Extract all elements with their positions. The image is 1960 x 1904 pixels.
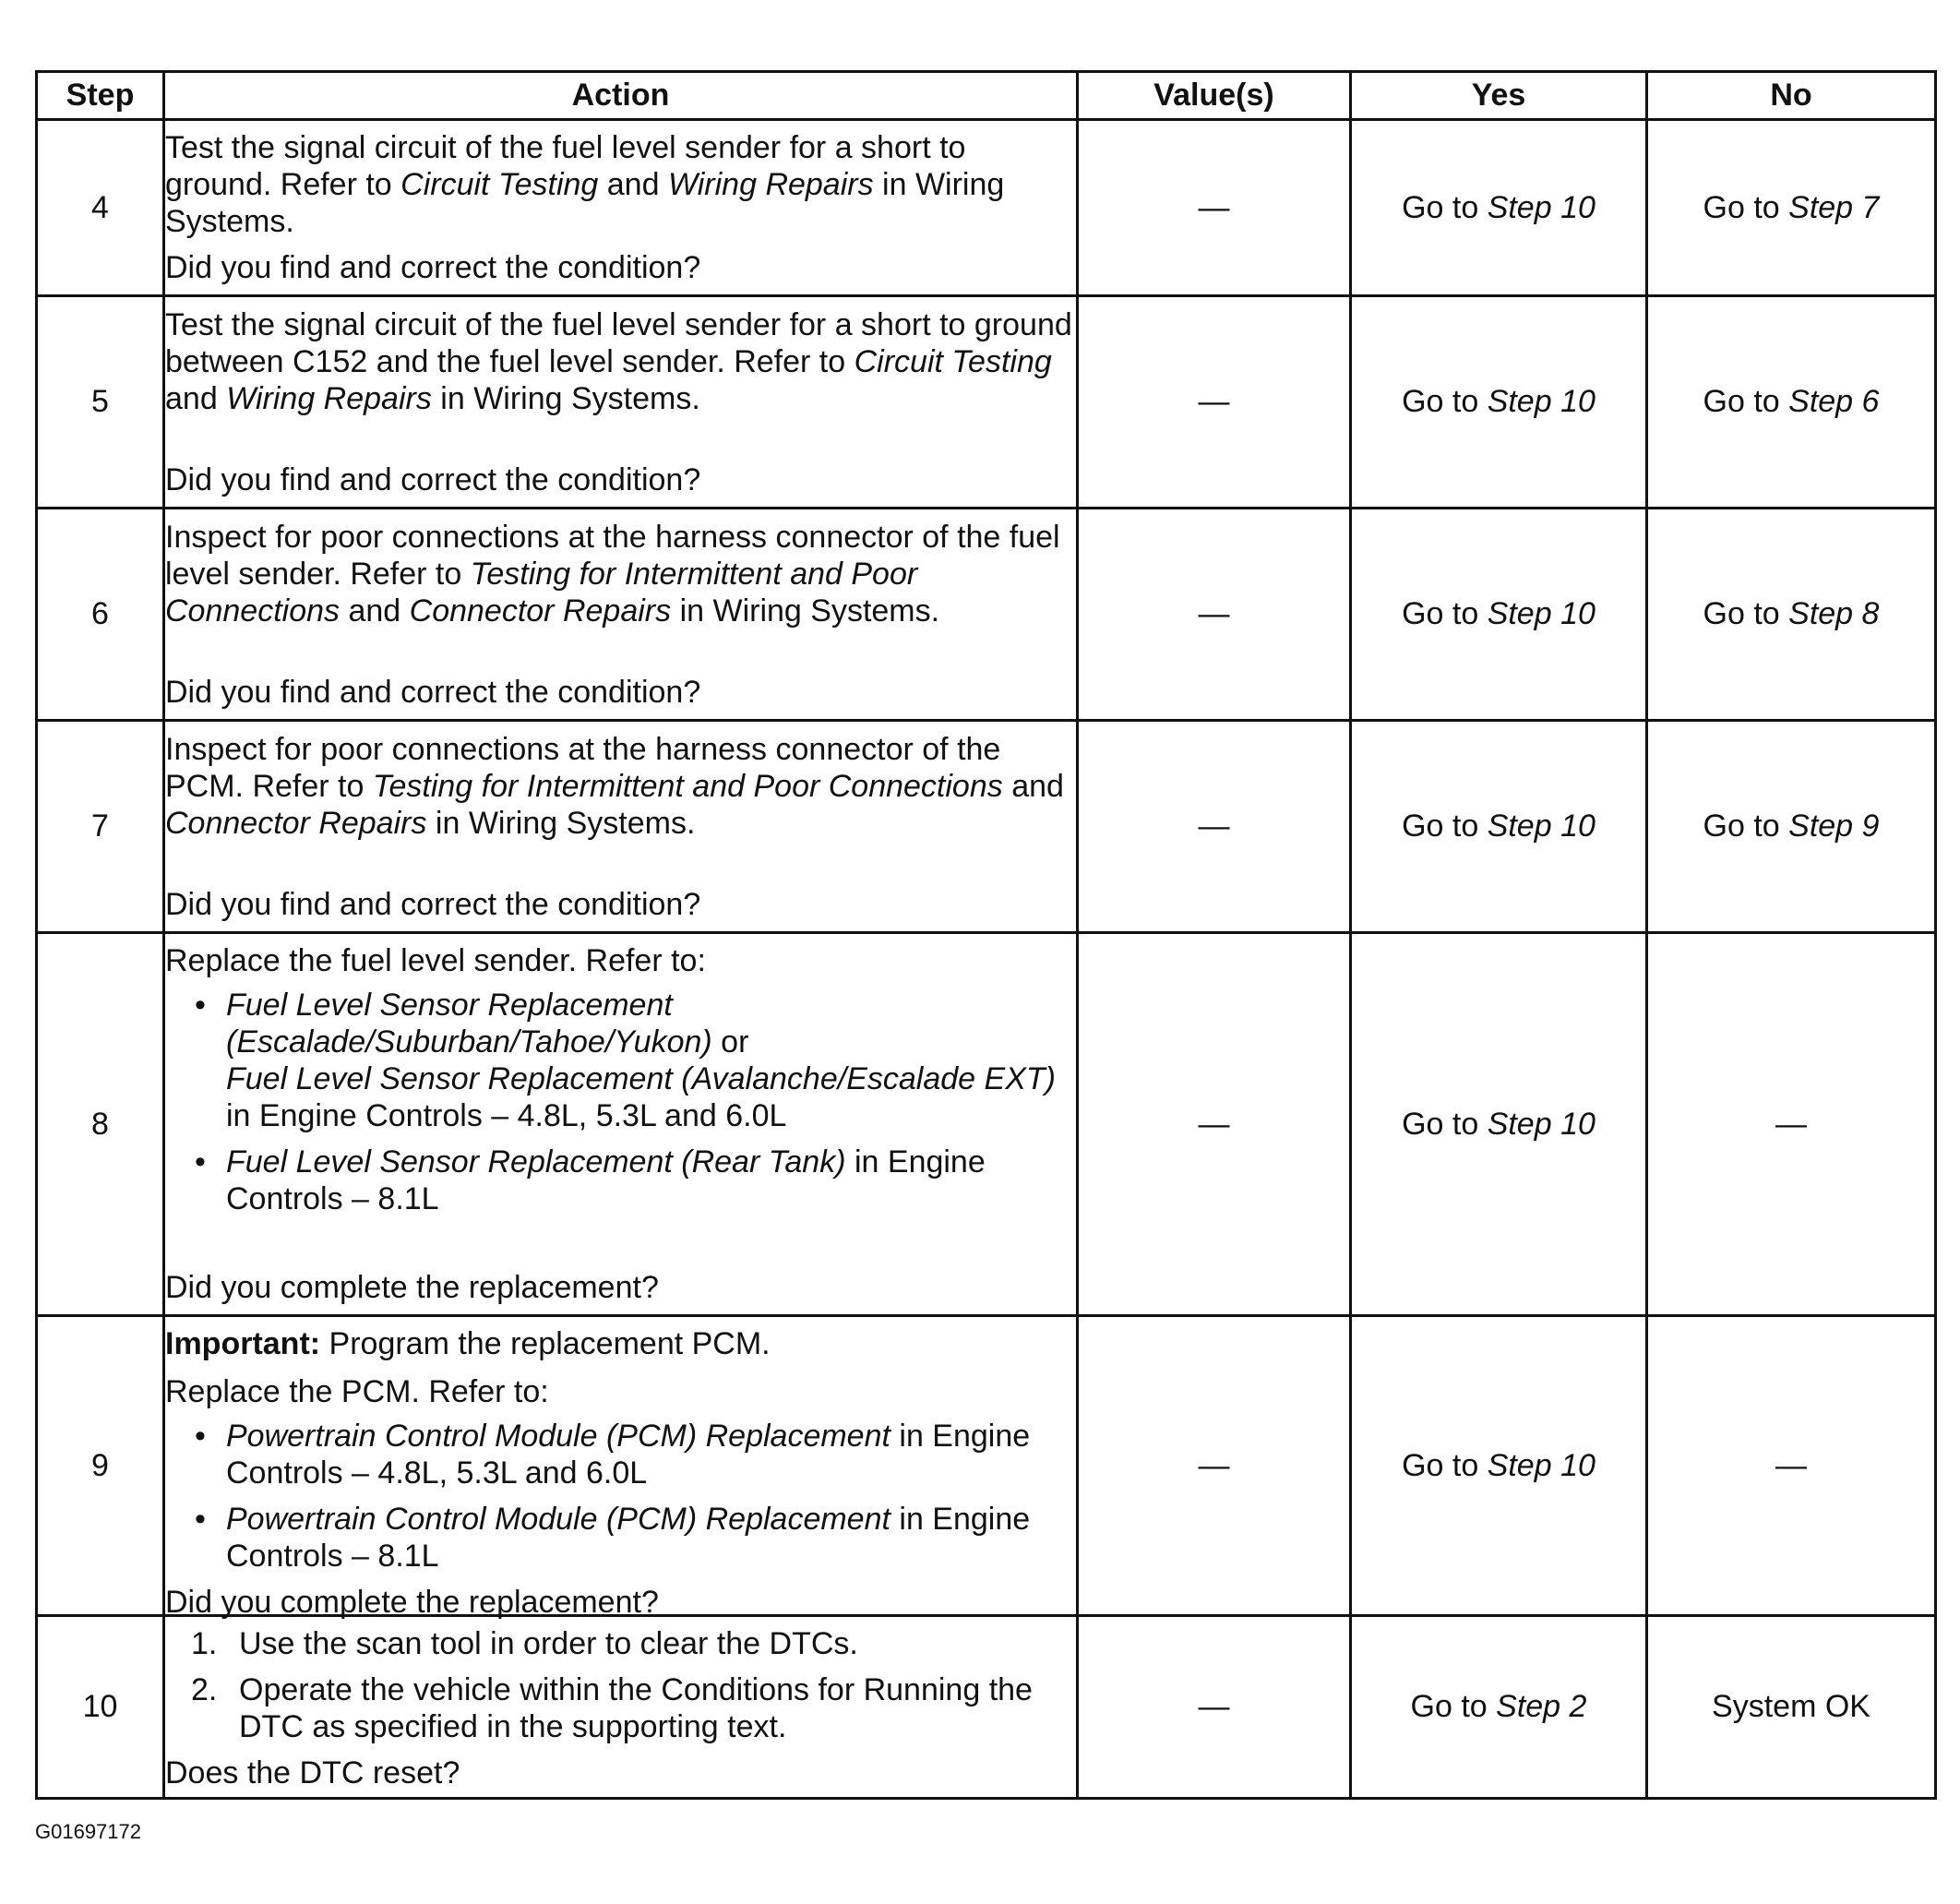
table-row [37,1316,1936,1616]
step-number: 5 [37,296,164,509]
header-no: No [1647,72,1936,120]
list-item: • Fuel Level Sensor Replacement (Escalade/Suburban/Tahoe/Yukon) or Fuel Level Sensor Replacement (Avalanche/Escalade EXT) in Engine Controls – 4.8L, 5.3L and 6.0L [165,987,1076,1134]
yes-cell: Go to Step 2 [1351,1616,1647,1799]
no-cell: Go to Step 9 [1647,721,1936,933]
step-number: 6 [37,509,164,721]
no-cell: Go to Step 7 [1647,120,1936,296]
yes-cell: Go to Step 10 [1351,721,1647,933]
action-cell [164,296,1078,509]
list-item: • Powertrain Control Module (PCM) Replacement in Engine Controls – 4.8L, 5.3L and 6.0L [165,1418,1076,1491]
list-item: 2. Operate the vehicle within the Conditions for Running the DTC as specified in the supporting text. [191,1671,1033,1744]
list-item: • Powertrain Control Module (PCM) Replacement in Engine Controls – 8.1L [165,1501,1076,1575]
list-item: • Fuel Level Sensor Replacement (Rear Tank) in Engine Controls – 8.1L [165,1144,1076,1217]
header-values: Value(s) [1078,72,1351,120]
value-cell: — [1078,509,1351,721]
step-number: 7 [37,721,164,933]
table-row [37,120,1936,296]
action-cell [164,120,1078,296]
value-cell: — [1078,296,1351,509]
yes-cell: Go to Step 10 [1351,509,1647,721]
diagnostic-table [35,70,1937,1800]
action-question: Did you complete the replacement? [165,1585,659,1620]
table-row [37,509,1936,721]
yes-cell: Go to Step 10 [1351,120,1647,296]
header-action: Action [164,72,1078,120]
action-question: Did you complete the replacement? [165,1270,659,1305]
action-cell [164,509,1078,721]
no-cell: Go to Step 8 [1647,509,1936,721]
no-cell: System OK [1647,1616,1936,1799]
value-cell: — [1078,1616,1351,1799]
header-step: Step [37,72,164,120]
procedure-list [165,1625,1076,1754]
step-number: 9 [37,1316,164,1616]
reference-list [165,987,1076,1217]
figure-id: G01697172 [35,1820,141,1843]
action-cell [164,1616,1078,1799]
action-question: Did you find and correct the condition? [165,461,701,497]
value-cell: — [1078,933,1351,1316]
action-intro: Replace the fuel level sender. Refer to: [165,943,706,978]
table-row [37,1616,1936,1799]
action-text: Inspect for poor connections at the harness connector of the PCM. Refer to Testing for Intermittent and Poor Connections and Connector Repairs in Wiring Systems. [165,731,1064,841]
important-note: Important: Program the replacement PCM. [165,1326,771,1361]
table-row [37,296,1936,509]
table-row [37,721,1936,933]
action-text: Inspect for poor connections at the harness connector of the fuel level sender. Refer to Testing for Intermittent and Poor Connections and Connector Repairs in Wiring Systems. [165,519,1060,629]
action-question: Did you find and correct the condition? [165,250,701,285]
action-cell [164,933,1078,1316]
table-row [37,933,1936,1316]
action-intro: Replace the PCM. Refer to: [165,1374,549,1409]
value-cell: — [1078,1316,1351,1616]
list-item: 1. Use the scan tool in order to clear the DTCs. [191,1625,858,1661]
action-cell [164,1316,1078,1620]
no-cell: — [1647,1316,1936,1616]
no-cell: Go to Step 6 [1647,296,1936,509]
action-cell [164,721,1078,933]
action-question: Did you find and correct the condition? [165,886,701,922]
header-yes: Yes [1351,72,1647,120]
reference-list [165,1418,1076,1575]
yes-cell: Go to Step 10 [1351,933,1647,1316]
action-text: Test the signal circuit of the fuel level sender for a short to ground between C152 and the fuel level sender. Refer to Circuit Testing and Wiring Repairs in Wiring Systems. [165,306,1072,416]
step-number: 8 [37,933,164,1316]
no-cell: — [1647,933,1936,1316]
header-row [37,72,1936,120]
action-question: Did you find and correct the condition? [165,674,701,710]
action-text: Test the signal circuit of the fuel level sender for a short to ground. Refer to Circuit Testing and Wiring Repairs in Wiring Systems. [165,130,1005,239]
action-question: Does the DTC reset? [165,1754,460,1790]
step-number: 4 [37,120,164,296]
step-number: 10 [37,1616,164,1799]
value-cell: — [1078,120,1351,296]
value-cell: — [1078,721,1351,933]
yes-cell: Go to Step 10 [1351,1316,1647,1616]
yes-cell: Go to Step 10 [1351,296,1647,509]
